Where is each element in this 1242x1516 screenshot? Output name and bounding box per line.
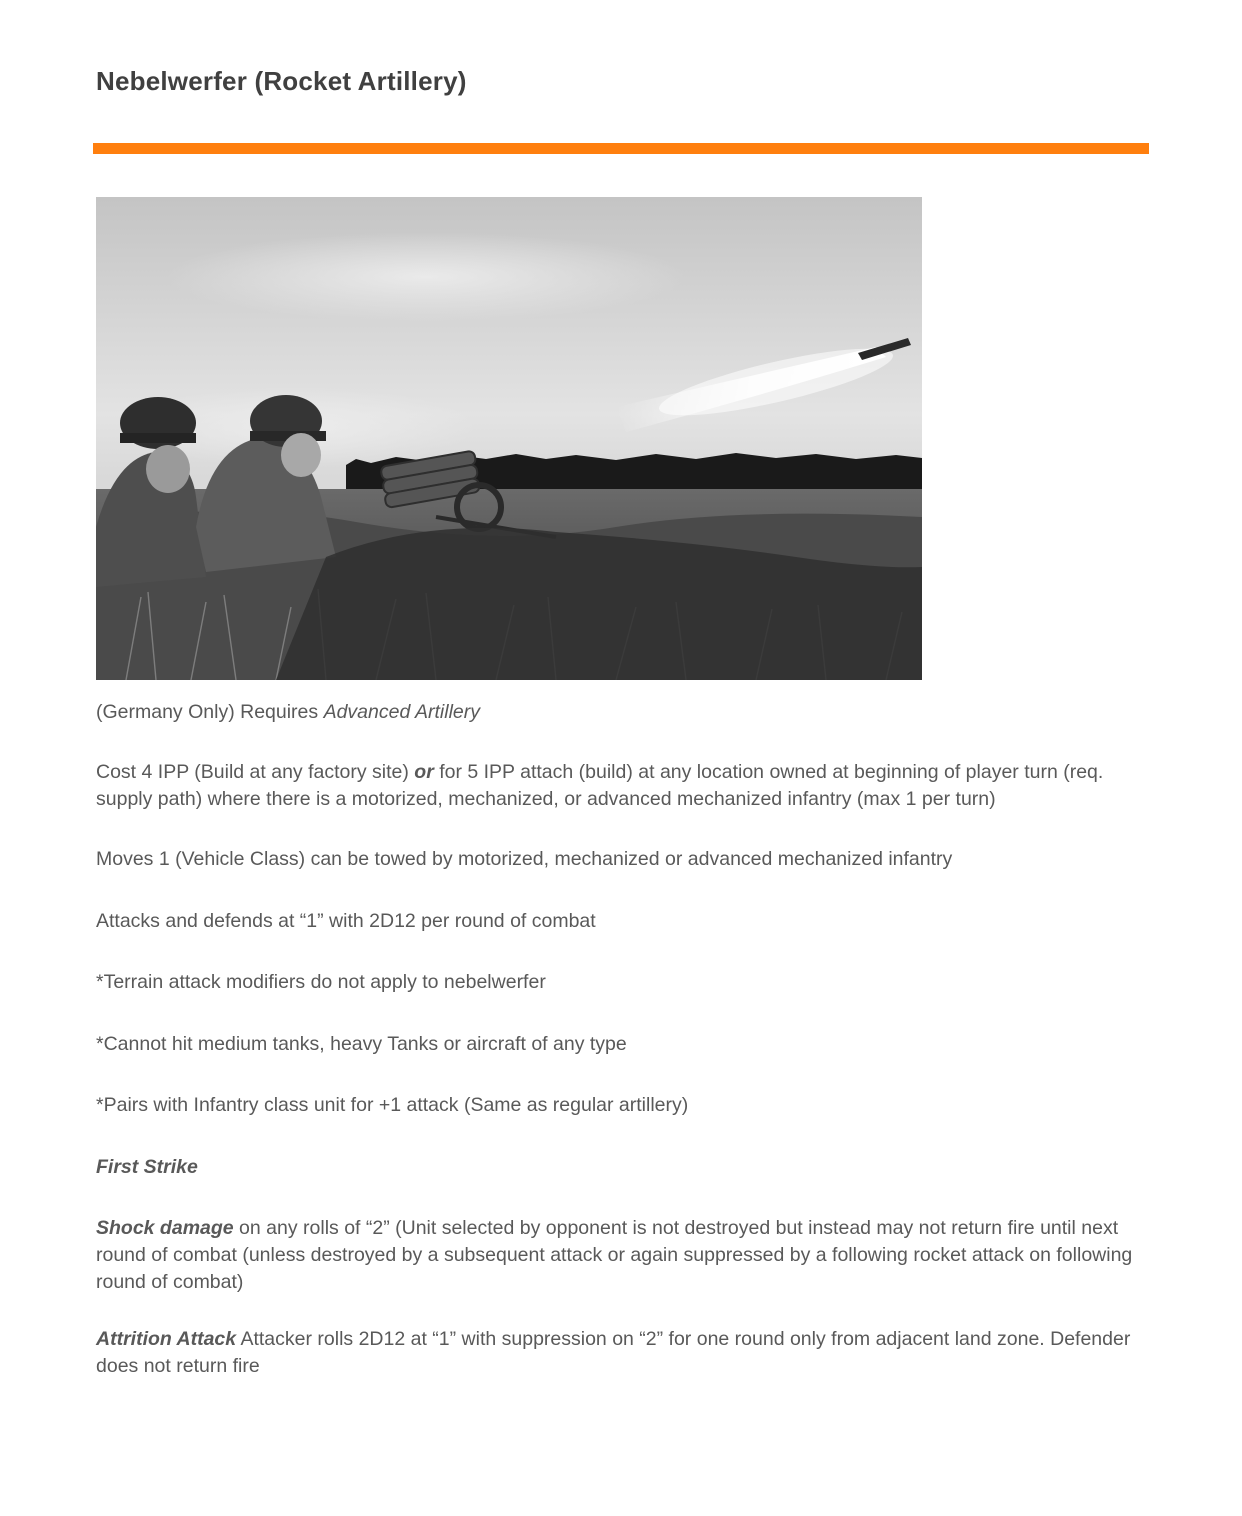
- shock-label: Shock damage: [96, 1217, 234, 1239]
- attrition-paragraph: [96, 1326, 1156, 1380]
- attrition-label: Attrition Attack: [96, 1328, 237, 1350]
- shock-paragraph: [96, 1215, 1156, 1296]
- terrain-note: *Terrain attack modifiers do not apply to nebelwerfer: [96, 971, 546, 993]
- cost-paragraph: [96, 759, 1156, 813]
- cost-part2: for 5 IPP attach (build) at any location owned at beginning of player turn (req. supply path) where there is a motorized, mechanized, or advanced mechanized infantry (max 1 per turn): [96, 761, 1104, 810]
- moves-paragraph: Moves 1 (Vehicle Class) can be towed by motorized, mechanized or advanced mechanized infantry: [96, 848, 953, 870]
- orange-divider: [93, 143, 1149, 154]
- requirements-line: [96, 699, 1156, 726]
- cannot-hit-note: *Cannot hit medium tanks, heavy Tanks or aircraft of any type: [96, 1033, 627, 1055]
- page-title: Nebelwerfer (Rocket Artillery): [96, 66, 467, 96]
- cost-part1: Cost 4 IPP (Build at any factory site): [96, 761, 415, 783]
- requirements-tech: Advanced Artillery: [323, 701, 481, 723]
- attacks-paragraph: Attacks and defends at “1” with 2D12 per round of combat: [96, 910, 596, 932]
- cost-or: or: [414, 761, 434, 783]
- first-strike-heading: First Strike: [96, 1156, 198, 1178]
- photo-illustration: [96, 197, 922, 680]
- pairs-note: *Pairs with Infantry class unit for +1 attack (Same as regular artillery): [96, 1094, 689, 1116]
- shock-text: on any rolls of “2” (Unit selected by opponent is not destroyed but instead may not return fire until next round of combat (unless destroyed by a subsequent attack or again suppressed by a following rocket attack on following round of combat): [96, 1217, 1133, 1293]
- attrition-text: Attacker rolls 2D12 at “1” with suppression on “2” for one round only from adjacent land zone. Defender does not return fire: [96, 1328, 1131, 1377]
- nebelwerfer-photo: [96, 197, 922, 680]
- requirements-prefix: (Germany Only) Requires: [96, 701, 324, 723]
